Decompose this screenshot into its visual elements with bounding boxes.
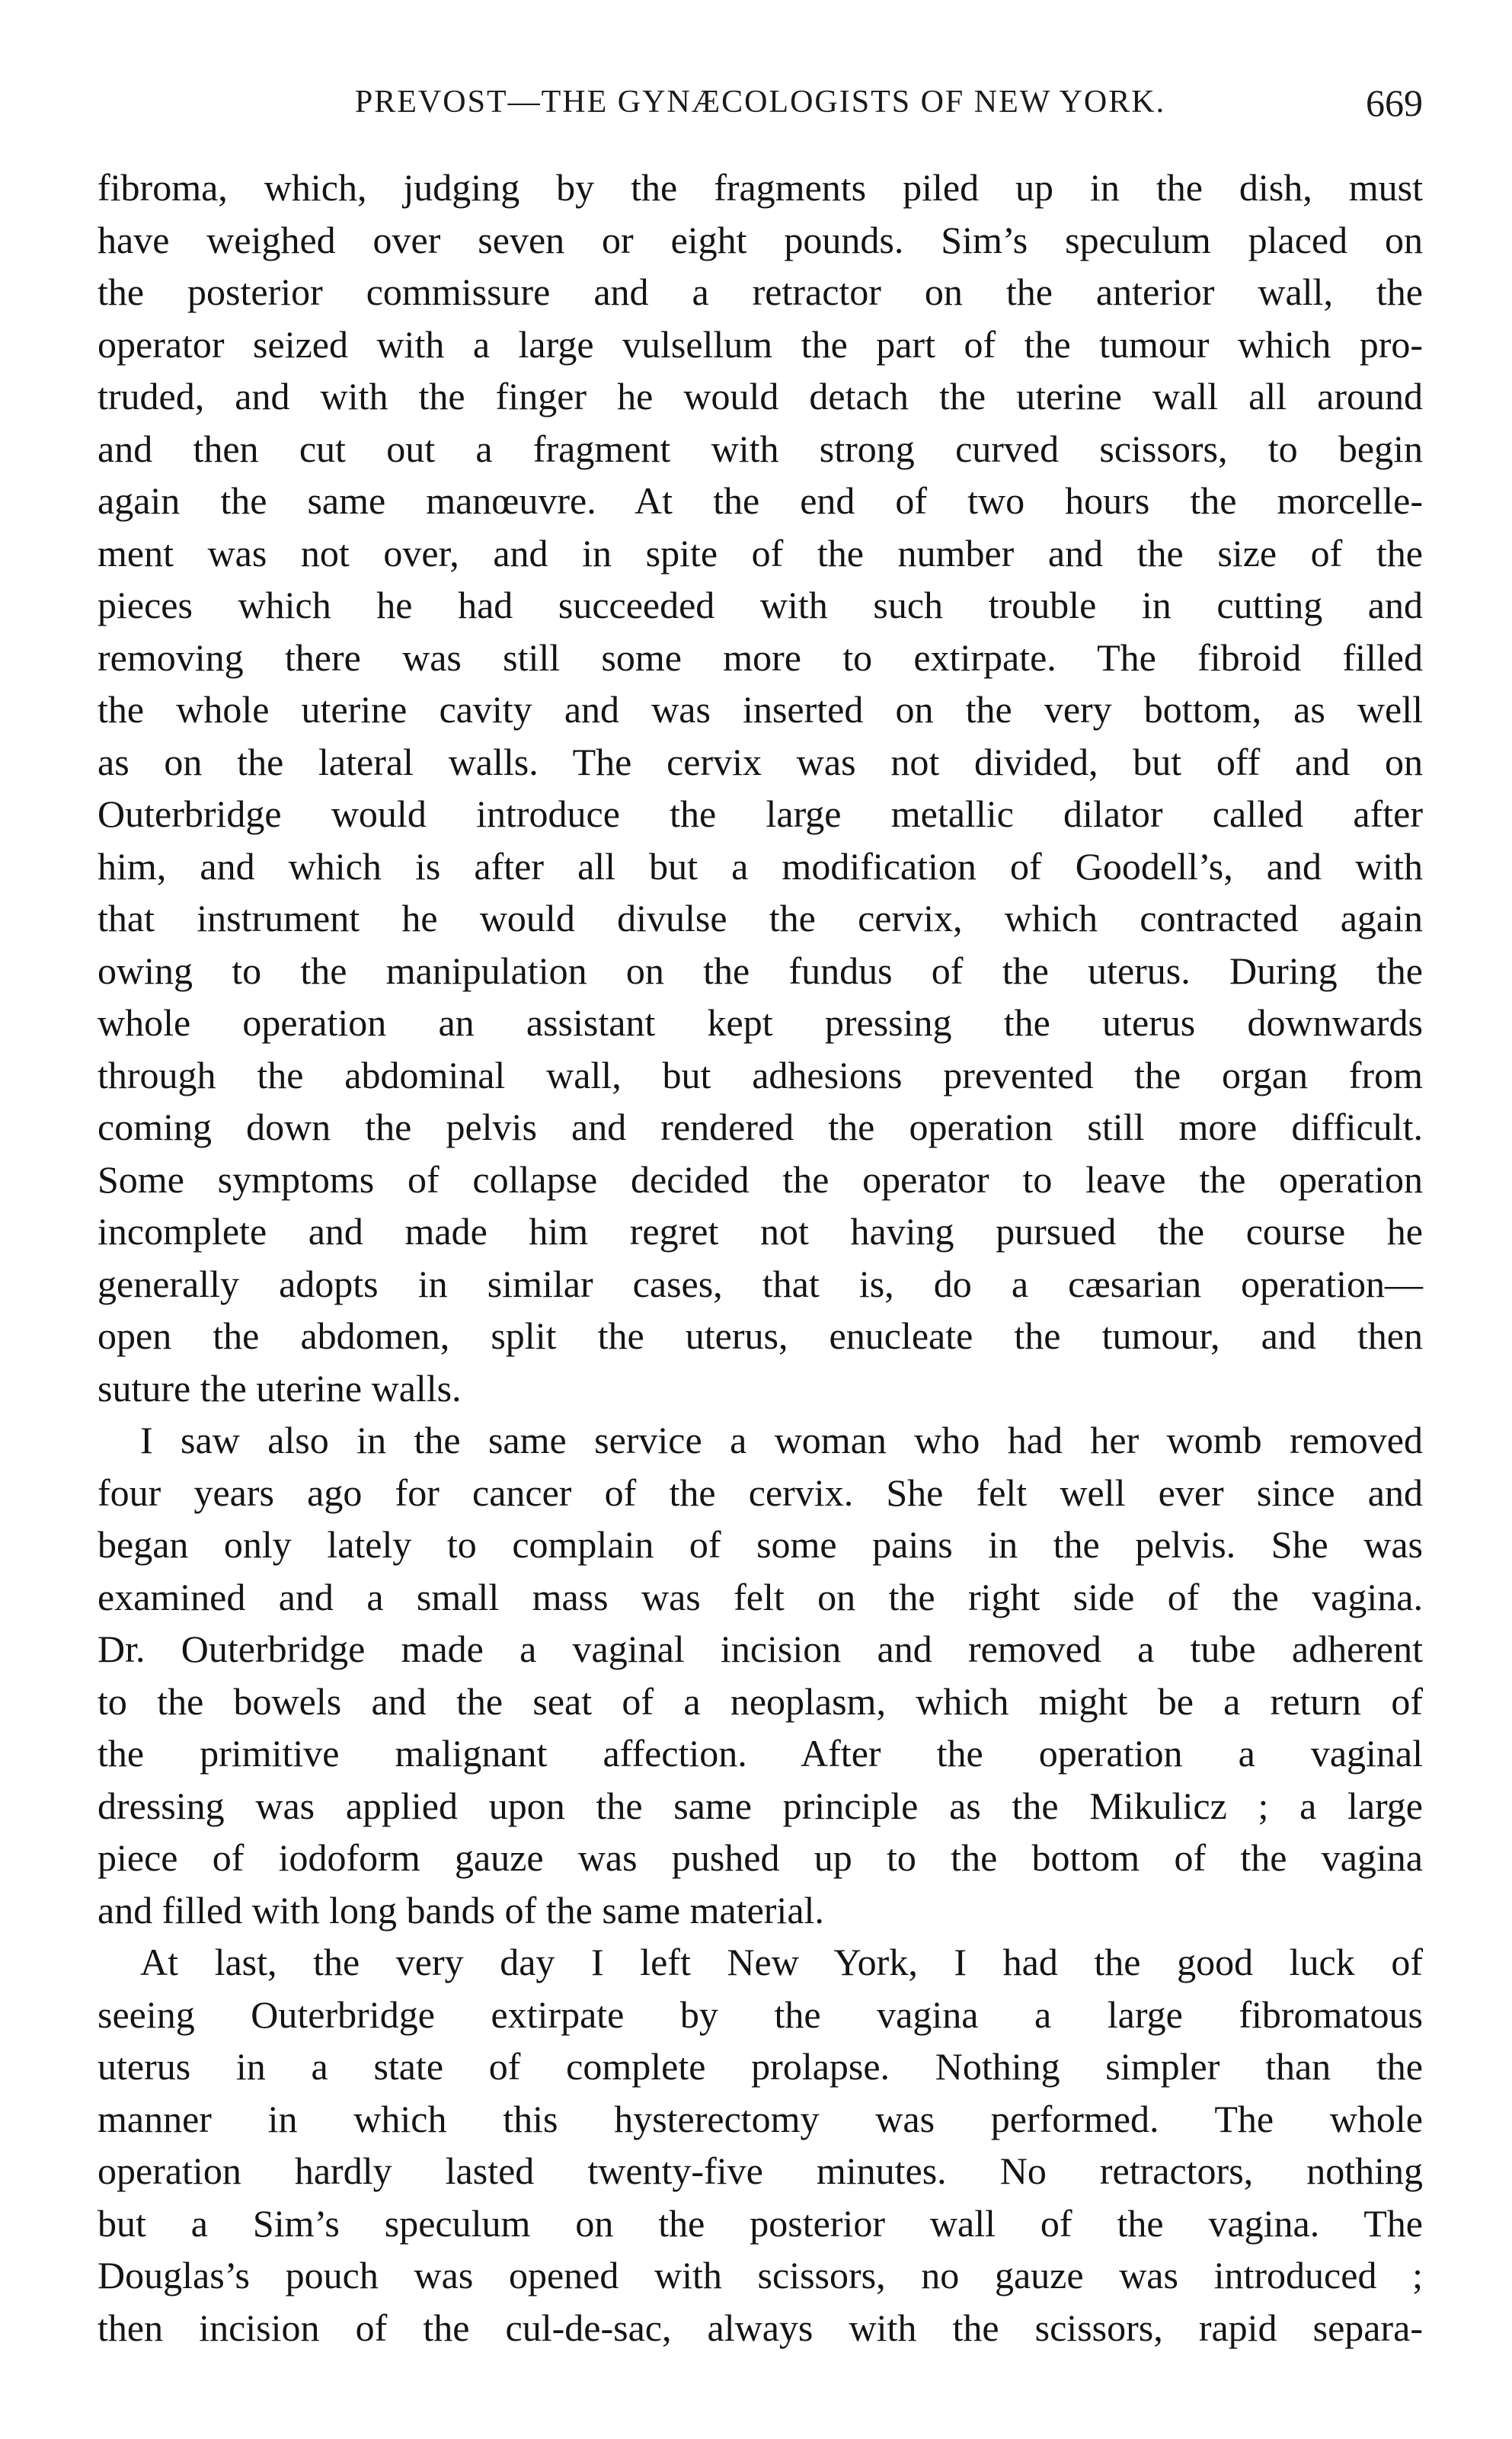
- text-line: have weighed over seven or eight pounds. Sim’s speculum placed on: [97, 218, 1423, 261]
- text-line: Outerbridge would introduce the large metallic dilator called after: [97, 792, 1423, 835]
- text-line: dressing was applied upon the same principle as the Mikulicz ; a large: [97, 1784, 1423, 1827]
- text-line: Dr. Outerbridge made a vaginal incision and removed a tube adherent: [97, 1628, 1423, 1670]
- text-line: again the same manœuvre. At the end of two hours the morcelle-: [97, 479, 1423, 522]
- text-line: but a Sim’s speculum on the posterior wall of the vagina. The: [97, 2201, 1423, 2245]
- text-line: Some symptoms of collapse decided the operator to leave the operation: [97, 1157, 1423, 1201]
- text-line: owing to the manipulation on the fundus of the uterus. During the: [97, 949, 1423, 992]
- paragraph-end-line: and filled with long bands of the same material.: [97, 1888, 824, 1932]
- text-line: seeing Outerbridge extirpate by the vagina a large fibromatous: [97, 1992, 1423, 2036]
- running-title: PREVOST—THE GYNÆCOLOGISTS OF NEW YORK.: [354, 85, 1166, 120]
- text-line: to the bowels and the seat of a neoplasm, which might be a return of: [97, 1679, 1423, 1723]
- text-line: piece of iodoform gauze was pushed up to the bottom of the vagina: [97, 1836, 1423, 1879]
- text-line: ment was not over, and in spite of the number and the size of the: [97, 531, 1423, 575]
- text-line: generally adopts in similar cases, that is, do a cæsarian operation—: [97, 1262, 1423, 1305]
- text-line: coming down the pelvis and rendered the operation still more difficult.: [97, 1106, 1423, 1148]
- paragraph-end-line: suture the uterine walls.: [97, 1366, 462, 1410]
- text-line: uterus in a state of complete prolapse. Nothing simpler than the: [97, 2045, 1423, 2088]
- book-page: [97, 76, 1423, 2393]
- page-header: [97, 76, 1423, 137]
- text-line: manner in which this hysterectomy was performed. The whole: [97, 2097, 1423, 2140]
- text-line: and then cut out a fragment with strong curved scissors, to begin: [97, 427, 1423, 470]
- paragraph-start-line: I saw also in the same service a woman who had her womb removed: [140, 1419, 1423, 1461]
- text-line: examined and a small mass was felt on the right side of the vagina.: [97, 1575, 1423, 1618]
- text-line: removing there was still some more to extirpate. The fibroid filled: [97, 635, 1423, 679]
- page-number: 669: [1366, 82, 1423, 124]
- text-line: four years ago for cancer of the cervix. She felt well ever since and: [97, 1471, 1423, 1514]
- text-line: incomplete and made him regret not having pursued the course he: [97, 1210, 1423, 1253]
- paragraph-start-line: At last, the very day I left New York, I had the good luck of: [140, 1941, 1423, 1983]
- text-line: through the abdominal wall, but adhesions prevented the organ from: [97, 1053, 1423, 1096]
- text-line: the primitive malignant affection. After the operation a vaginal: [97, 1732, 1423, 1775]
- text-line: began only lately to complain of some pains in the pelvis. She was: [97, 1523, 1423, 1566]
- text-line: operator seized with a large vulsellum the part of the tumour which pro-: [97, 322, 1423, 366]
- text-line: fibroma, which, judging by the fragments piled up in the dish, must: [97, 166, 1423, 209]
- text-line: pieces which he had succeeded with such trouble in cutting and: [97, 584, 1423, 626]
- text-line: that instrument he would divulse the cervix, which contracted again: [97, 897, 1423, 939]
- body-text: [97, 162, 1423, 2354]
- text-line: Douglas’s pouch was opened with scissors, no gauze was introduced ;: [97, 2254, 1423, 2297]
- text-line: operation hardly lasted twenty-five minutes. No retractors, nothing: [97, 2149, 1423, 2192]
- text-line: then incision of the cul-de-sac, always with the scissors, rapid separa-: [97, 2306, 1423, 2349]
- text-line: him, and which is after all but a modification of Goodell’s, and with: [97, 844, 1423, 888]
- text-line: whole operation an assistant kept pressing the uterus downwards: [97, 1001, 1423, 1044]
- text-line: as on the lateral walls. The cervix was not divided, but off and on: [97, 740, 1423, 783]
- text-line: the posterior commissure and a retractor on the anterior wall, the: [97, 270, 1423, 313]
- text-line: the whole uterine cavity and was inserted on the very bottom, as well: [97, 688, 1423, 731]
- text-line: truded, and with the finger he would detach the uterine wall all around: [97, 375, 1423, 418]
- text-line: open the abdomen, split the uterus, enucleate the tumour, and then: [97, 1314, 1423, 1357]
